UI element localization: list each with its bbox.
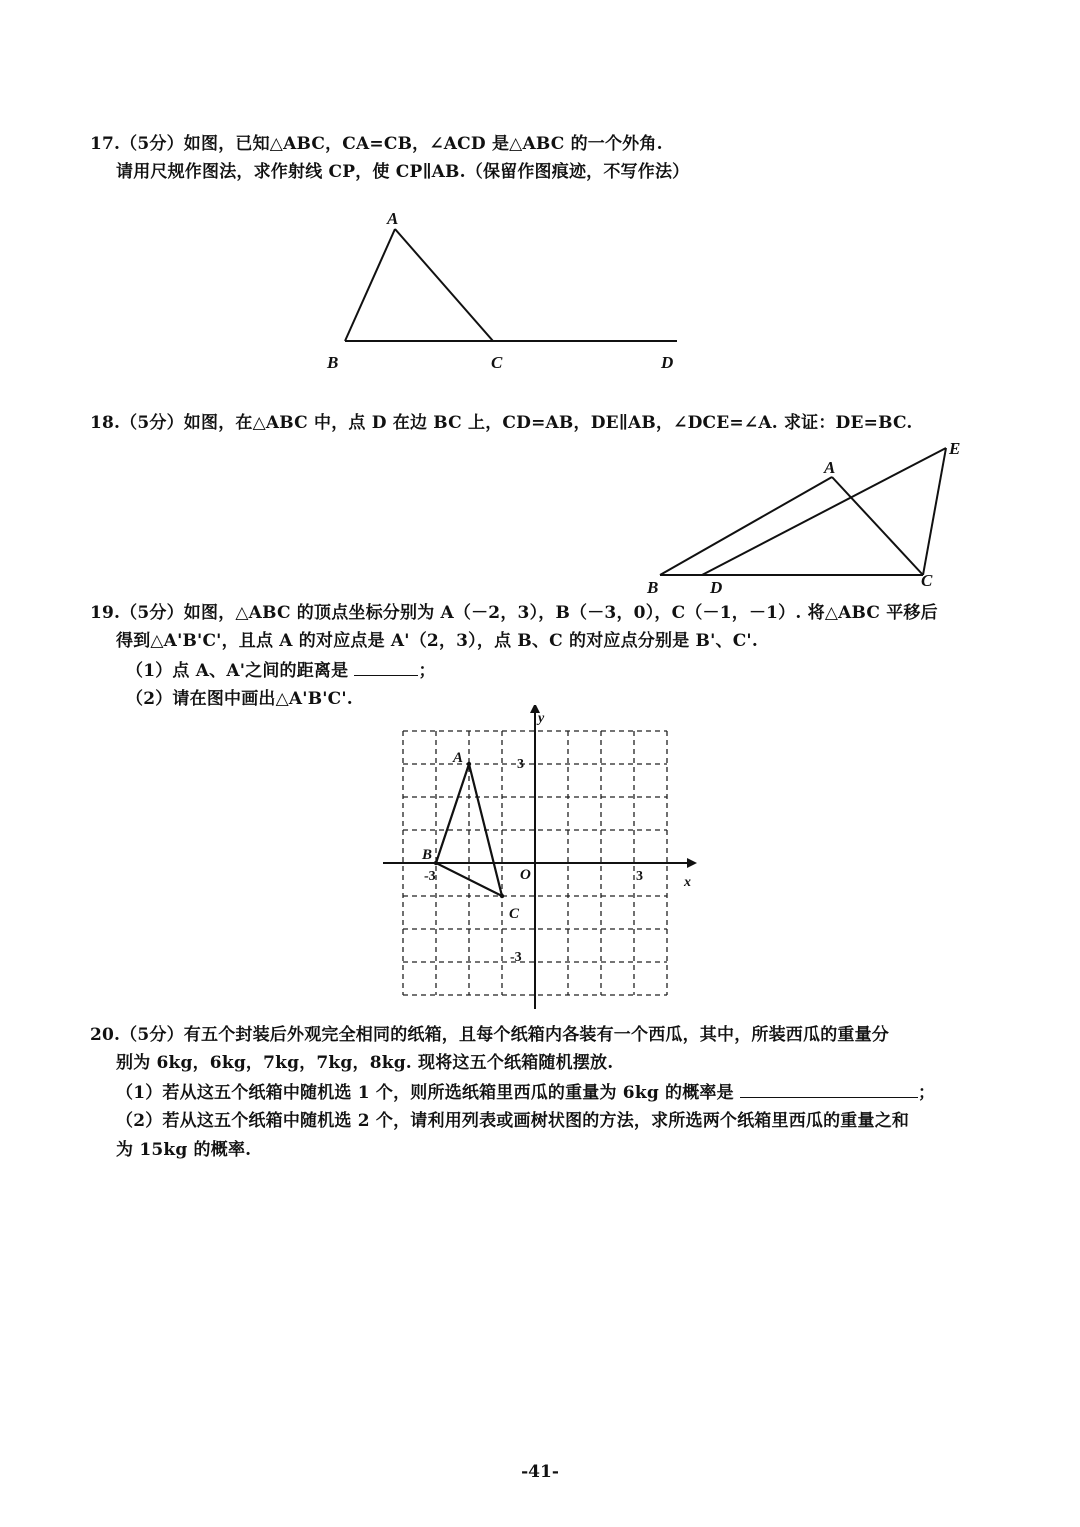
q18-label-e: E bbox=[949, 439, 961, 458]
q19-part1-end: ； bbox=[418, 661, 436, 681]
q19-tick-pos-x: 3 bbox=[636, 869, 643, 884]
vertex-b bbox=[434, 861, 438, 865]
q19-answer-blank[interactable] bbox=[354, 659, 418, 676]
q17-label-c: C bbox=[491, 353, 503, 372]
q20-part1 bbox=[116, 1081, 935, 1104]
q19-line1: 19.（5分）如图，△ABC 的顶点坐标分别为 A（－2，3），B（－3，0），C（－1，－1）. 将△ABC 平移后 bbox=[90, 603, 938, 623]
q19-line2: 得到△A'B'C'，且点 A 的对应点是 A'（2，3），点 B、C 的对应点分别是 B'、C'. bbox=[116, 631, 758, 651]
q17-line2: 请用尺规作图法，求作射线 CP，使 CP∥AB.（保留作图痕迹，不写作法） bbox=[116, 162, 690, 182]
vertex-c bbox=[500, 894, 504, 898]
q17-line1: 17.（5分）如图，已知△ABC，CA=CB，∠ACD 是△ABC 的一个外角. bbox=[90, 134, 663, 154]
q18-segment-ce bbox=[923, 448, 946, 575]
q18-label-c: C bbox=[921, 571, 933, 590]
q19-coordinate-grid bbox=[380, 705, 700, 1015]
q19-label-a: A bbox=[453, 750, 464, 766]
q18-label-a: A bbox=[824, 458, 836, 477]
q17-label-d: D bbox=[661, 353, 674, 372]
q17-label-b: B bbox=[327, 353, 339, 372]
q18-line1: 18.（5分）如图，在△ABC 中，点 D 在边 BC 上，CD=AB，DE∥AB，∠DCE=∠A. 求证：DE=BC. bbox=[90, 413, 913, 433]
q18-figure bbox=[640, 436, 970, 598]
q19-part2: （2）请在图中画出△A'B'C'. bbox=[126, 689, 353, 709]
q20-answer-blank[interactable] bbox=[740, 1081, 918, 1098]
x-axis-arrow bbox=[687, 858, 697, 868]
q19-axis-y-label: y bbox=[538, 711, 545, 726]
q18-label-d: D bbox=[710, 578, 723, 597]
q20-line1: 20.（5分）有五个封装后外观完全相同的纸箱，且每个纸箱内各装有一个西瓜，其中，所装西瓜的重量分 bbox=[90, 1025, 890, 1045]
q20-part3: 为 15kg 的概率. bbox=[116, 1140, 252, 1160]
q19-label-b: B bbox=[422, 847, 433, 863]
page-number: -41- bbox=[521, 1462, 559, 1482]
q19-tick-neg-y: -3 bbox=[510, 950, 522, 965]
q17-figure bbox=[300, 200, 720, 390]
q20-part1-text: （1）若从这五个纸箱中随机选 1 个，则所选纸箱里西瓜的重量为 6kg 的概率是 bbox=[116, 1083, 734, 1103]
q17-side-ab bbox=[345, 229, 395, 341]
q17-side-ac bbox=[395, 229, 493, 341]
q18-side-ac bbox=[832, 477, 923, 575]
q19-label-c: C bbox=[509, 906, 520, 922]
q18-label-b: B bbox=[647, 578, 659, 597]
q20-part1-end: ； bbox=[917, 1083, 936, 1103]
vertex-a bbox=[467, 762, 471, 766]
q19-axis-x-label: x bbox=[684, 875, 691, 890]
q18-side-ab bbox=[660, 477, 832, 575]
q19-part1 bbox=[126, 659, 436, 682]
q20-line2: 别为 6kg，6kg，7kg，7kg，8kg. 现将这五个纸箱随机摆放. bbox=[116, 1053, 614, 1073]
q17-label-a: A bbox=[387, 209, 399, 228]
q20-part2: （2）若从这五个纸箱中随机选 2 个，请利用列表或画树状图的方法，求所选两个纸箱里西瓜的重量之和 bbox=[116, 1111, 910, 1131]
q19-origin-label: O bbox=[520, 867, 531, 883]
q19-tick-pos-y: 3 bbox=[517, 757, 524, 772]
q19-tick-neg-x: -3 bbox=[424, 869, 436, 884]
q19-part1-text: （1）点 A、A'之间的距离是 bbox=[126, 661, 349, 681]
